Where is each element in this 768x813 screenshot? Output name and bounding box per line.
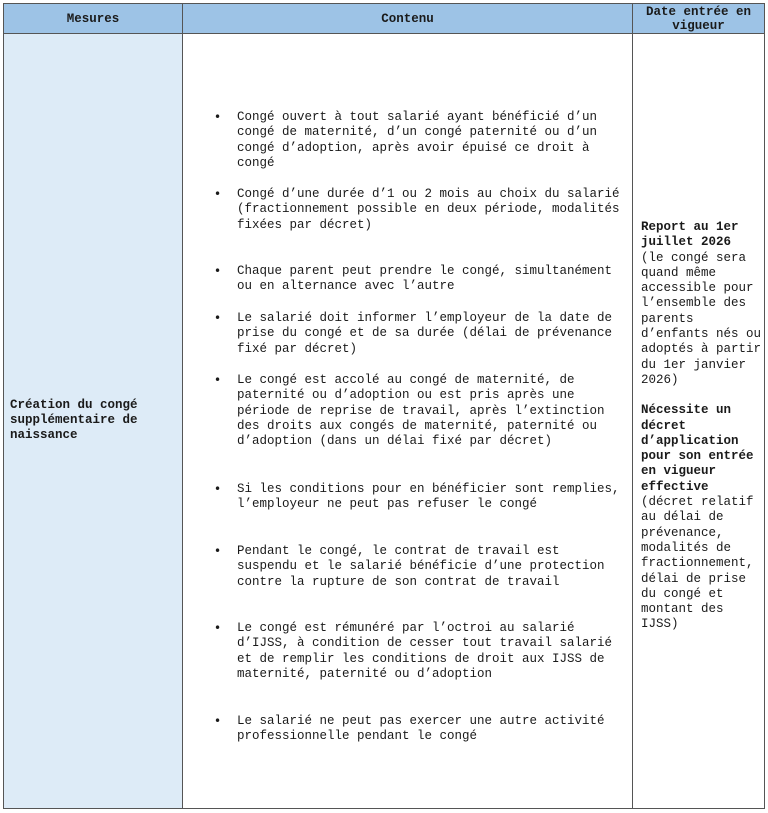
list-item: • Le salarié ne peut pas exercer une autre activité professionnelle pendant le congé	[237, 714, 627, 745]
list-item: • Congé ouvert à tout salarié ayant bénéficié d’un congé de maternité, d’un congé paternité ou d’un congé d’adoption, après avoir épuisé ce droit à congé	[237, 110, 627, 171]
list-item: • Pendant le congé, le contrat de travail est suspendu et le salarié bénéficie d’une protection contre la rupture de son contrat de travail	[237, 544, 627, 590]
mesure-label: Création du congé supplémentaire de naissance	[10, 398, 138, 442]
report-note: (le congé sera quand même accessible pour l’ensemble des parents d’enfants nés ou adoptés à partir du 1er janvier 2026)	[641, 250, 762, 387]
list-item: • Le congé est rémunéré par l’octroi au salarié d’IJSS, à condition de cesser tout travail salarié et de remplir les conditions de droit aux IJSS de maternité, paternité ou d’adoption	[237, 621, 627, 682]
header-contenu: Contenu	[183, 4, 633, 34]
list-item: • Congé d’une durée d’1 ou 2 mois au choix du salarié (fractionnement possible en deux période, modalités fixées par décret)	[237, 187, 627, 233]
date-cell	[633, 34, 764, 808]
mesures-cell	[4, 34, 183, 808]
contenu-cell	[183, 34, 633, 808]
decret-note: (décret relatif au délai de prévenance, modalités de fractionnement, délai de prise du congé et montant des IJSS)	[641, 495, 754, 632]
measures-table	[3, 3, 765, 809]
header-date: Date entrée en vigueur	[633, 4, 764, 34]
list-item: • Chaque parent peut prendre le congé, simultanément ou en alternance avec l’autre	[237, 264, 627, 295]
list-item: • Le salarié doit informer l’employeur de la date de prise du congé et de sa durée (délai de prévenance fixé par décret)	[237, 311, 627, 357]
list-item: • Le congé est accolé au congé de maternité, de paternité ou d’adoption ou est pris après une période de reprise de travail, après l’extinction des droits aux congés de maternité, paternité ou d’adoption (dans un délai fixé par décret)	[237, 373, 627, 449]
date-content	[641, 220, 763, 633]
report-date: Report au 1er juillet 2026	[641, 220, 739, 250]
decret-requirement: Nécessite un décret d’application pour son entrée en vigueur effective	[641, 403, 754, 494]
header-mesures: Mesures	[4, 4, 183, 34]
list-item: • Si les conditions pour en bénéficier sont remplies, l’employeur ne peut pas refuser le congé	[237, 482, 627, 513]
